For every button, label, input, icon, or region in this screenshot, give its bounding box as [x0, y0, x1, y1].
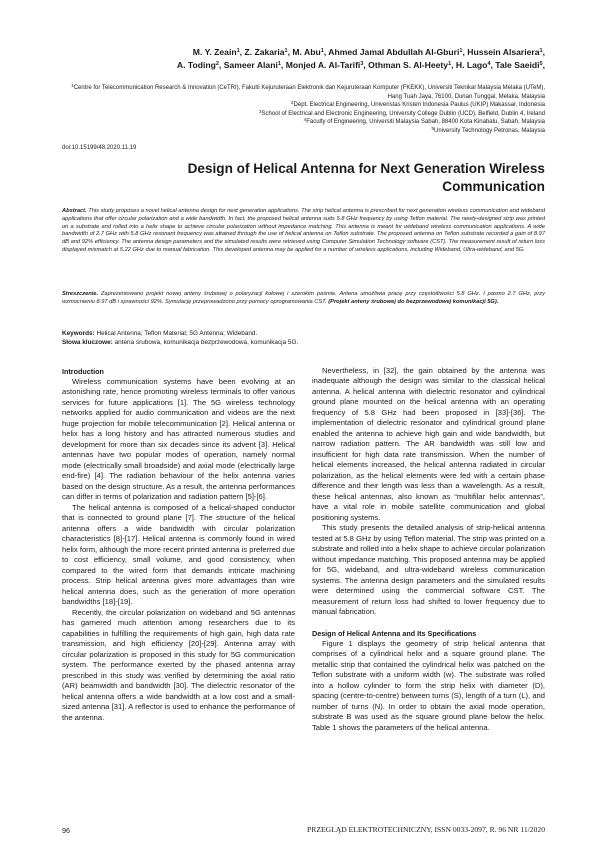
title-line-1: Design of Helical Antenna for Next Generation Wireless: [187, 161, 545, 176]
section-heading-introduction: Introduction: [62, 367, 104, 376]
paragraph: Wireless communication systems have been evolving at an astonishing rate, hence promoting wireless terminals to offer various services for future applications [1]. The 5G wireless technology networks applied for audio communication and videos are the next huge projection for mobile telecommunication [2]. Helical antenna or helix has a long history and has attracted numerous studies and development for more than six decades since its advent [3]. Helical antennas have two popular modes of operation, namely normal mode (electrically small broadside) and axial mode (electrically large end-fire) [4]. The radiation behaviour of the helix antenna varies based on the design structure. As a result, the antenna performances can differ in terms of polarization and radiation pattern [5]-[6].: [62, 377, 295, 502]
author-line-2: A. Toding$^2$, Sameer Alani$^1$, Monjed A. Al-Tarifi$^3$, Othman S. Al-Heety$^1$, H. Lago$^4$, Tale Saeidi$^5$,: [176, 59, 545, 70]
doi: doi:10.15199/48.2020.11.19: [62, 145, 137, 151]
paper-title: [62, 160, 545, 196]
author-name: Tale Saeidi: [495, 59, 540, 70]
author-affiliation-mark: 5: [539, 60, 543, 67]
author-affiliation-mark: 3: [360, 60, 364, 67]
author-affiliation-mark: 2: [215, 60, 219, 67]
streszczenie-text: Zaprezentowano projekt nowej anteny śrubowej o polaryzacji kołowej i szerokim paśmie. Antena umożliwia pracę przy częstotliwości 5.8 GHz. I pasmo 2.7 GHz, przy wzmocnieniu 8.97 dB i sprawności 92%. Symulację przeprowadzono przy pomocy oprogramowania CST.: [62, 291, 545, 305]
affiliation-text: Dept. Electrical Engineering, Univeristas Kristen Indonesia Paulus (UKIP) Makassar, Indonesia: [293, 102, 545, 109]
keywords-text: Helical Antenna; Teflon Material; 5G Antenna; Wideband.: [94, 330, 258, 337]
author-name: Hussein Alsariera: [467, 47, 540, 57]
abstract-text: This study proposes a novel helical antenna design for next generation applications. The strip helical antenna is prescribed for next generation wireless communication and wideband applications that offer circular polarization and a wide bandwidth. In fact, the proposed helical antenna suits 5.8 GHz frequency by using Teflon material. The newly-designed strip was printed on a substrate and rolled into a helix shape to achieve circular polarization without impedance matching. This antenna is meant for wideband wireless communication applications. A wide bandwidth of 2.7 GHz with 5.8 GHz resonant frequency was attained through the use of helical antenna on Teflon substrate. The proposed antenna on Teflon substrate recorded a gain of 8.97 dB and 92% efficiency. The antenna design parameters and the simulated results were retrieved using Computer Simulation Technology software (CST). The measurement result of return loss displayed mismatch at 5.22 GHz due to manual fabrication. This developed antenna may be applied for a number of wireless applications, including Wideband, Ultra-wideband, and 5G.: [62, 208, 545, 253]
abstract-label: Abstract.: [62, 208, 87, 214]
body-column-right: [312, 366, 545, 733]
body-column-left: [62, 366, 295, 723]
author-affiliation-mark: 1: [448, 60, 452, 67]
author-name: Ahmed Jamal Abdullah Al-Gburi: [328, 47, 460, 57]
paragraph: This study presents the detailed analysis of strip-helical antenna tested at 5.8 GHz by using Teflon material. The strip was printed on a substrate and rolled into a helix shape to achieve circular polarization without impedance matching. This proposed antenna may be applied for 5G, wideband, and ultra-wideband wireless communication systems. The antenna design parameters and the simulated results were determined using the commercial software CST. The measurement of return loss had shifted to lower frequency due to manual fabrication.: [312, 523, 545, 617]
author-affiliation-mark: 4: [487, 60, 491, 67]
page-number: 96: [62, 826, 70, 835]
author-name: Sameer Alani: [223, 59, 278, 70]
affiliation: [62, 84, 545, 101]
affiliation-text: Faculty of Engineering, Universiti Malaysia Sabah, 88400 Kota Kinabalu, Sabah, Malaysia: [306, 119, 545, 126]
author-name: A. Toding: [176, 59, 216, 70]
author-name: Monjed A. Al-Tarifi: [285, 59, 361, 70]
affiliation: [62, 127, 545, 136]
affiliation-list: [62, 84, 545, 136]
paragraph: Figure 1 displays the geometry of strip helical antenna that comprises of a cylindrical helix and a square ground plane. The metallic strip that contained the cylindrical helix was patched on the Teflon substrate with a uniform width (w). The substrate was rolled into a hollow cylinder to form the strip helix with diameter (D), spacing (centre-to-centre) between turns (S), length of a turn (L), and number of turns (N). In order to obtain the axial mode operation, substrate B was used as the square ground plane below the helix. Table 1 shows the parameters of the helical antenna.: [312, 638, 545, 732]
affiliation-text: University Technology Petronas, Malaysia: [434, 127, 545, 134]
streszczenie-title-pl: (Projekt anteny śrubowej do bezprzewodowej komunikacji 5G).: [328, 298, 499, 305]
author-affiliation-mark: 1: [236, 48, 240, 54]
author-name: Z. Zakaria: [244, 47, 285, 57]
affiliation-mark: 4: [303, 117, 307, 123]
keywords-pl: [62, 338, 545, 347]
section-heading-design: Design of Helical Antenna and Its Specifications: [312, 628, 477, 638]
affiliation: [62, 101, 545, 110]
spacer: [312, 618, 545, 628]
author-affiliation-mark: 1: [320, 48, 324, 54]
author-list: [62, 46, 545, 71]
author-affiliation-mark: 1: [539, 48, 543, 54]
author-affiliation-mark: 1: [284, 48, 288, 54]
affiliation-mark: 5: [431, 125, 435, 131]
abstract: [62, 208, 545, 255]
affiliation-text: Centre for Telecommunication Research & Innovation (CeTRI), Fakulti Kejuruteraan Elektronik dan Kejuruteraan Komputer (FKEKK), Universiti Teknikal Malaysia Melaka (UTeM), Hang Tuah Jaya, 76100, Durian Tunggal, Melaka, Malaysia: [73, 85, 545, 100]
author-line-1: M. Y. Zeain$^1$, Z. Zakaria$^1$, M. Abu$^1$, Ahmed Jamal Abdullah Al-Gburi$^1$, Hussein Alsariera$^1$,: [192, 47, 545, 57]
keywords-block: [62, 329, 545, 348]
keywords-en: [62, 329, 545, 338]
author-name: M. Y. Zeain: [192, 47, 237, 57]
author-affiliation-mark: 1: [277, 60, 281, 67]
affiliation-mark: 2: [291, 100, 294, 106]
keywords-label: Keywords:: [62, 330, 95, 337]
paragraph: The helical antenna is composed of a helical-shaped conductor that is connected to ground plane [7]. The structure of the helical antenna offers a wide bandwidth with circular polarization characteristics [8]-[17]. Helical antenna is commonly found in wired helix form, although the more recent printed antenna is preferred due to cost efficiency, small volume, and good consistency, when compared to the wired form that demands intricate machining process. Strip helical antenna gives more advantages than wire helical antenna does, such as the generation of more operation bandwidths [18]-[19].: [62, 502, 295, 607]
keywords-label-pl: Słowa kluczowe:: [62, 339, 113, 347]
paragraph: Recently, the circular polarization on wideband and 5G antennas has garnered much attention among researchers due to its capabilities in fulfilling the requirements of high gain, high data rate transmission, and high efficiency [20]-[29]. Antenna array with circular polarization is proposed in this study for 5G communication system. The performance exerted by the phased antenna array prescribed in this study was verified by determining the axial ratio (AR) beamwidth and bandwidth [30]. The dielectric resonator of the helical antenna offers a wide bandwidth at a low cost and a small-sized antenna [31]. A reflector is used to enhance the performance of the antenna.: [62, 607, 295, 722]
affiliation: [62, 118, 545, 127]
affiliation-text: School of Electrical and Electronic Engineering, University College Dublin (UCD), Belfield, Dublin 4, Ireland: [261, 110, 545, 117]
journal-footer: PRZEGLĄD ELEKTROTECHNICZNY, ISSN 0033-2097, R. 96 NR 11/2020: [307, 825, 545, 834]
keywords-text-pl: antena śrubowa, komunikacja bezprzewodowa, komunikacja 5G.: [112, 339, 299, 347]
affiliation-mark: 3: [259, 108, 262, 114]
title-line-2: Communication: [442, 179, 545, 194]
author-name: Othman S. Al-Heety: [368, 59, 449, 70]
author-affiliation-mark: 1: [459, 48, 463, 54]
paragraph: Nevertheless, in [32], the gain obtained by the antenna was inadequate although the design was similar to the classical helical antenna. A helical antenna with dielectric resonator and cylindrical ground plane mounted on the helical antenna with an operating frequency of 5.8 GHz had been proposed in [33]-[36]. The implementation of dielectric resonator and cylindrical ground plane enabled the antenna to achieve high gain and wide bandwidth, but narrow radiation pattern. The AR bandwidth was still low and insufficient for high data rate transmission. When the number of helical elements increased, the helical antenna radiated in circular polarization, as the helical elements were fed with a certain phase difference and their length was less than a wavelength. As a result, these helical antennas, also known as “multifilar helix antennas”, have a vital role in mobile satellite communication and global positioning systems.: [312, 366, 545, 522]
streszczenie-label: Streszczenie.: [62, 291, 99, 297]
author-name: H. Lago: [455, 59, 488, 70]
streszczenie: [62, 291, 545, 307]
affiliation-mark: 1: [71, 83, 74, 88]
author-name: M. Abu: [292, 47, 321, 57]
